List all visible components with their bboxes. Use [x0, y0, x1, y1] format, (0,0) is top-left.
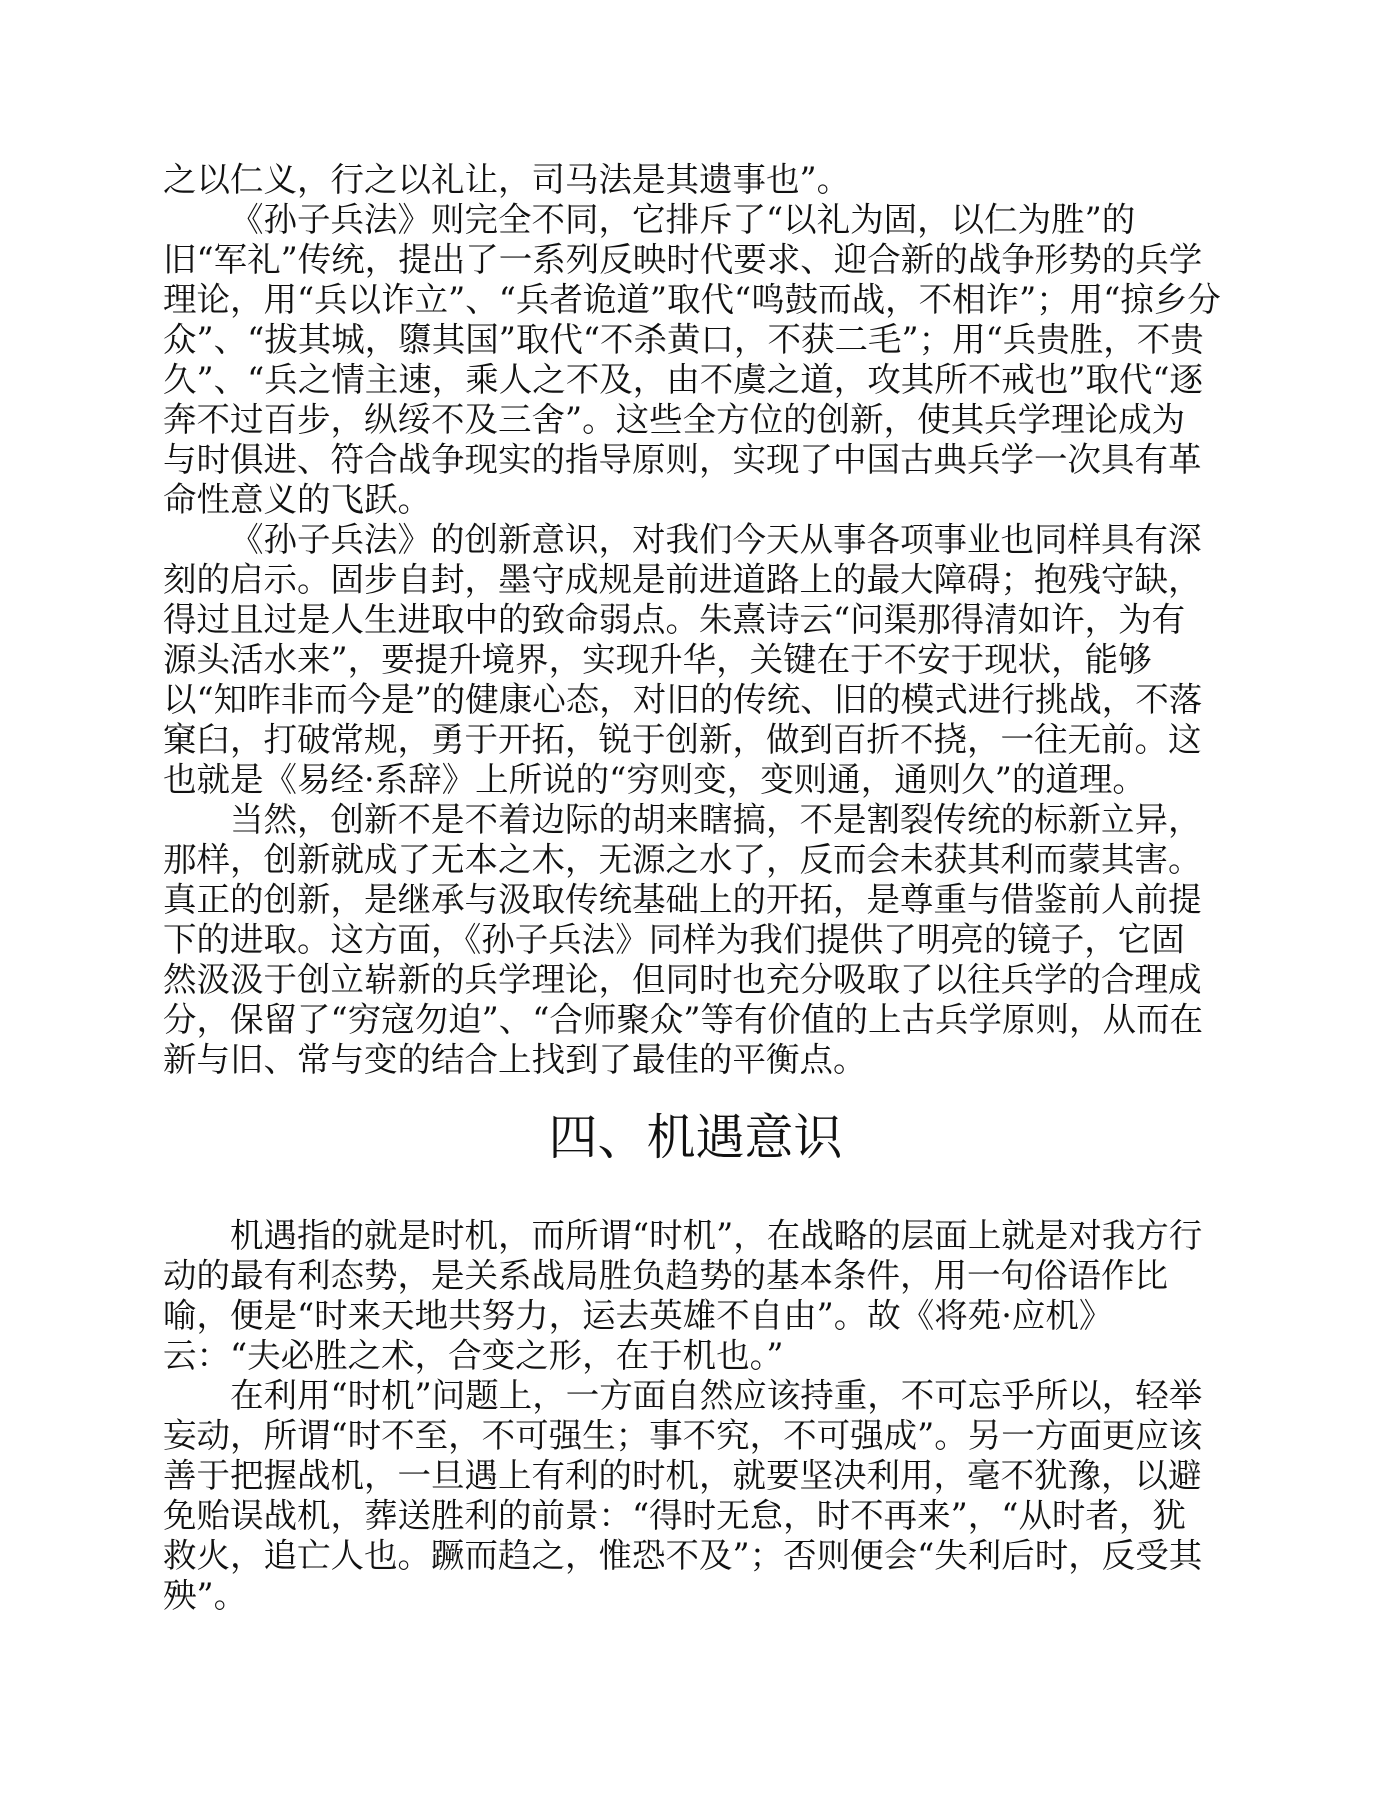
body-text-line: 当然，创新不是不着边际的胡来瞎搞，不是割裂传统的标新立异，: [230, 800, 1202, 839]
body-text-line: 那样，创新就成了无本之木，无源之水了，反而会未获其利而蒙其害。: [163, 840, 1202, 879]
body-text-line: 源头活水来”，要提升境界，实现升华，关键在于不安于现状，能够: [163, 640, 1152, 679]
body-text-line: 动的最有利态势，是关系战局胜负趋势的基本条件，用一句俗语作比: [163, 1256, 1168, 1295]
body-text-line: 救火，追亡人也。蹶而趋之，惟恐不及”；否则便会“失利后时，反受其: [163, 1536, 1203, 1575]
body-text-line: 得过且过是人生进取中的致命弱点。朱熹诗云“问渠那得清如许，为有: [163, 600, 1186, 639]
body-text-line: 理论，用“兵以诈立”、“兵者诡道”取代“鸣鼓而战，不相诈”；用“掠乡分: [163, 280, 1221, 319]
body-text-line: 命性意义的飞跃。: [163, 480, 431, 519]
body-text-line: 也就是《易经·系辞》上所说的“穷则变，变则通，通则久”的道理。: [163, 760, 1146, 799]
section-heading: 四、机遇意识: [548, 1109, 843, 1166]
body-text-line: 喻，便是“时来天地共努力，运去英雄不自由”。故《将苑·应机》: [163, 1296, 1113, 1335]
body-text-line: 妄动，所谓“时不至，不可强生；事不究，不可强成”。另一方面更应该: [163, 1416, 1203, 1455]
body-text-line: 新与旧、常与变的结合上找到了最佳的平衡点。: [163, 1040, 867, 1079]
body-text-line: 之以仁义，行之以礼让，司马法是其遗事也”。: [163, 160, 851, 199]
body-text-line: 云：“夫必胜之术，合变之形，在于机也。”: [163, 1336, 784, 1375]
body-text-line: 奔不过百步，纵绥不及三舍”。这些全方位的创新，使其兵学理论成为: [163, 400, 1186, 439]
body-text-line: 窠臼，打破常规，勇于开拓，锐于创新，做到百折不挠，一往无前。这: [163, 720, 1202, 759]
body-text-line: 旧“军礼”传统，提出了一系列反映时代要求、迎合新的战争形势的兵学: [163, 240, 1203, 279]
body-text-line: 《孙子兵法》则完全不同，它排斥了“以礼为固，以仁为胜”的: [230, 200, 1136, 239]
body-text-line: 机遇指的就是时机，而所谓“时机”，在战略的层面上就是对我方行: [230, 1216, 1203, 1255]
body-text-line: 久”、“兵之情主速，乘人之不及，由不虞之道，攻其所不戒也”取代“逐: [163, 360, 1204, 399]
body-text-line: 与时俱进、符合战争现实的指导原则，实现了中国古典兵学一次具有革: [163, 440, 1202, 479]
body-text-line: 免贻误战机，葬送胜利的前景：“得时无怠，时不再来”，“从时者，犹: [163, 1496, 1186, 1535]
body-text-line: 在利用“时机”问题上，一方面自然应该持重，不可忘乎所以，轻举: [230, 1376, 1203, 1415]
body-text-line: 《孙子兵法》的创新意识，对我们今天从事各项事业也同样具有深: [230, 520, 1202, 559]
body-text-line: 众”、“拔其城，隳其国”取代“不杀黄口，不获二毛”；用“兵贵胜，不贵: [163, 320, 1204, 359]
body-text-line: 殃”。: [163, 1576, 248, 1615]
body-text-line: 然汲汲于创立崭新的兵学理论，但同时也充分吸取了以往兵学的合理成: [163, 960, 1202, 999]
body-text-line: 下的进取。这方面，《孙子兵法》同样为我们提供了明亮的镜子，它固: [163, 920, 1185, 959]
body-text-line: 分，保留了“穷寇勿迫”、“合师聚众”等有价值的上古兵学原则，从而在: [163, 1000, 1204, 1039]
body-text-line: 善于把握战机，一旦遇上有利的时机，就要坚决利用，毫不犹豫，以避: [163, 1456, 1202, 1495]
body-text-line: 真正的创新，是继承与汲取传统基础上的开拓，是尊重与借鉴前人前提: [163, 880, 1202, 919]
body-text-line: 以“知昨非而今是”的健康心态，对旧的传统、旧的模式进行挑战，不落: [163, 680, 1203, 719]
body-text-line: 刻的启示。固步自封，墨守成规是前进道路上的最大障碍；抱残守缺，: [163, 560, 1202, 599]
